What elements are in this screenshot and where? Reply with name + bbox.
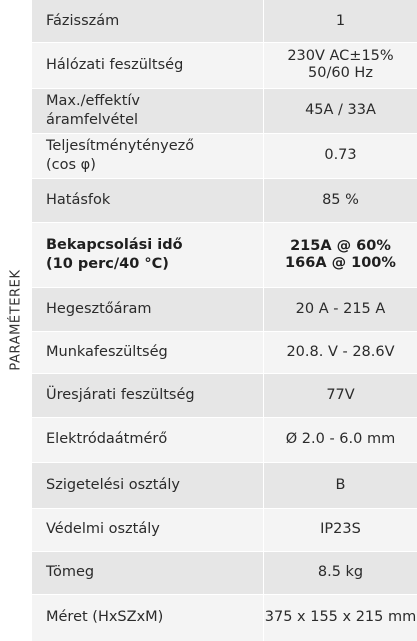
row-label xyxy=(32,222,263,287)
table-row xyxy=(32,373,417,417)
row-label-line: (cos φ) xyxy=(46,156,96,173)
row-label xyxy=(32,594,263,641)
row-value xyxy=(263,178,417,222)
row-value xyxy=(263,0,417,42)
row-divider xyxy=(32,373,417,374)
row-value-line: 215A @ 60% xyxy=(290,237,391,254)
row-value xyxy=(263,88,417,133)
row-label xyxy=(32,178,263,222)
parameter-table xyxy=(32,0,417,641)
row-divider xyxy=(32,133,417,134)
row-value-line: 50/60 Hz xyxy=(308,65,373,81)
row-value-line: 45A / 33A xyxy=(305,102,376,118)
row-value-line: 166A @ 100% xyxy=(285,254,396,271)
table-row xyxy=(32,462,417,508)
row-value xyxy=(263,373,417,417)
row-label xyxy=(32,551,263,594)
row-value xyxy=(263,222,417,287)
row-divider xyxy=(32,287,417,288)
table-row xyxy=(32,222,417,287)
row-label xyxy=(32,462,263,508)
row-divider xyxy=(32,42,417,43)
row-divider xyxy=(32,88,417,89)
row-divider xyxy=(32,594,417,595)
row-label-line: Hálózati feszültség xyxy=(46,56,184,73)
row-label-line: Max./effektív xyxy=(46,92,140,109)
row-value-line: 20.8. V - 28.6V xyxy=(286,343,395,360)
row-label-line: Fázisszám xyxy=(46,12,120,29)
row-divider xyxy=(32,178,417,179)
row-label xyxy=(32,133,263,178)
table-row xyxy=(32,551,417,594)
row-label-line: Munkafeszültség xyxy=(46,343,168,360)
row-label xyxy=(32,0,263,42)
row-label-line: Tömeg xyxy=(46,564,95,580)
table-row xyxy=(32,331,417,373)
row-divider xyxy=(32,331,417,332)
row-label-line: Szigetelési osztály xyxy=(46,476,180,493)
row-value-line: 230V AC±15% xyxy=(287,48,394,64)
row-divider xyxy=(32,222,417,223)
row-value-line: 20 A - 215 A xyxy=(295,300,386,317)
row-value xyxy=(263,287,417,331)
table-row xyxy=(32,417,417,462)
table-row xyxy=(32,88,417,133)
row-value-line: 8.5 kg xyxy=(317,564,364,580)
row-label-line: Hatásfok xyxy=(46,191,111,208)
table-row xyxy=(32,133,417,178)
row-divider xyxy=(32,417,417,418)
table-row xyxy=(32,0,417,42)
row-label-line: Méret (HxSZxM) xyxy=(46,609,164,625)
row-value-line: 375 x 155 x 215 mm xyxy=(264,609,417,625)
row-value-line: B xyxy=(335,476,346,493)
row-value xyxy=(263,462,417,508)
row-label xyxy=(32,42,263,88)
row-value-line: 1 xyxy=(335,12,346,29)
row-value xyxy=(263,42,417,88)
table-row xyxy=(32,508,417,551)
row-label-line: Elektródaátmérő xyxy=(46,431,168,447)
row-value xyxy=(263,417,417,462)
row-label xyxy=(32,417,263,462)
row-value xyxy=(263,133,417,178)
row-label xyxy=(32,331,263,373)
row-value-line: IP23S xyxy=(320,521,361,537)
row-label-line: Hegesztőáram xyxy=(46,300,152,317)
row-label xyxy=(32,508,263,551)
table-row xyxy=(32,287,417,331)
row-divider xyxy=(32,508,417,509)
row-label-line: (10 perc/40 °C) xyxy=(46,255,169,272)
row-label xyxy=(32,88,263,133)
row-label-line: Üresjárati feszültség xyxy=(46,386,195,403)
row-value-line: 77V xyxy=(326,386,355,403)
row-label xyxy=(32,373,263,417)
row-label-line: Teljesítménytényező xyxy=(46,137,195,154)
row-value xyxy=(263,551,417,594)
row-label-line: áramfelvétel xyxy=(46,111,139,128)
row-label xyxy=(32,287,263,331)
row-divider xyxy=(32,462,417,463)
table-row xyxy=(32,178,417,222)
row-value-line: Ø 2.0 - 6.0 mm xyxy=(285,431,396,447)
table-row xyxy=(32,42,417,88)
side-label: PARAMÉTEREK xyxy=(8,269,24,371)
row-value xyxy=(263,508,417,551)
row-value xyxy=(263,331,417,373)
table-row xyxy=(32,594,417,641)
row-value xyxy=(263,594,417,641)
row-label-line: Bekapcsolási idő xyxy=(46,236,183,253)
row-divider xyxy=(32,551,417,552)
row-value-line: 0.73 xyxy=(324,147,357,163)
side-header xyxy=(0,0,32,641)
row-value-line: 85 % xyxy=(322,191,359,208)
row-label-line: Védelmi osztály xyxy=(46,521,160,537)
